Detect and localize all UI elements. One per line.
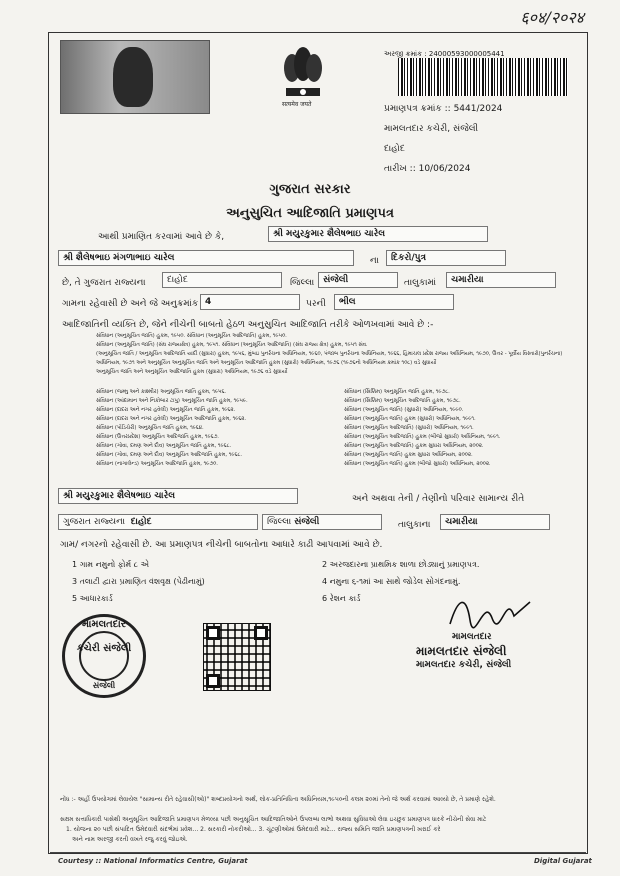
office-district: દાહોદ <box>384 144 405 154</box>
taluka-value: સંજેલી <box>318 272 398 288</box>
list-item: સંવિધાન (ગોવા, દમણ અને દીવ) અનુસૂચિત આદિજાતિ હુકમ, ૧૯૬૮. <box>96 452 243 458</box>
family-taluka-suffix: તાલુકાના <box>398 520 431 530</box>
document-item: 5 આધારકાર્ડ <box>72 594 113 603</box>
brand-text: Digital Gujarat <box>534 857 592 865</box>
family-taluka: જિલ્લા સંજેલી <box>262 514 382 530</box>
list-item: સંવિધાન (અનુસૂચિત જાતિ) હુકમ, ૧૯૫૦. સંવિધાન (અનુસૂચિત આદિજાતિ) હુકમ, ૧૯૫૦. <box>96 333 287 339</box>
list-item: સંવિધાન (નાગાલેન્ડ) અનુસૂચિત આદિજાતિ હુકમ, ૧૯૭૦. <box>96 461 218 467</box>
footer-divider <box>50 852 586 853</box>
applicant-photo <box>60 40 210 114</box>
list-item: (અનુસૂચિત જાતિ / અનુસૂચિત આદિજાતિ યાદી (સુધારા) હુકમ, ૧૯૫૬, મુંબઇ પુનર્રચના અધિનિયમ, ૧૯૬૦, પંજાબ પુનર્રચના અધિનિયમ, ૧૯૬૬, હિમાચલ પ્રદેશ રાજ્ય અધિનિયમ, ૧૯૭૦, ઉત્તર - પૂર્વીય વિસ્તારો(પુનર્રચના) <box>96 351 563 357</box>
certificate-title: અનુસુચિત આદિજાતિ પ્રમાણપત્ર <box>226 206 394 221</box>
signatory-name: મામલતદાર સંજેલી <box>416 644 507 658</box>
orders-left-list <box>96 388 248 469</box>
list-item: સંવિધાન (અનુસૂચિત જાતિ) (સંઘ રાજ્યક્ષેત્ર) હુકમ, ૧૯૫૧. સંવિધાન (અનુસૂચિત આદિજાતિ) (સંઘ રાજ્ય ક્ષેત્ર) હુકમ, ૧૯૫૧ સંવ. <box>96 342 368 348</box>
family-state: ગુજરાત રાજ્યના દાહોદ <box>58 514 258 530</box>
signatory-title: મામલતદાર <box>452 632 492 642</box>
courtesy-text: Courtesy :: National Informatics Centre, Gujarat <box>58 857 248 865</box>
tribe-prefix: પરની <box>306 299 326 309</box>
document-item: 2 અરજદારના પ્રાથમિક શાળા છોડ્યાનું પ્રમાણપત્ર. <box>322 560 480 569</box>
village-value: ચમારીયા <box>446 272 556 288</box>
national-emblem-icon <box>278 42 328 100</box>
tribe-value: ભીલ <box>334 294 454 310</box>
list-item: સંવિધાન (સિક્કિમ) અનુસૂચિત આદિજાતિ હુકમ, ૧૯૭૮. <box>344 398 461 404</box>
certificate-date: તારીખ :: 10/06/2024 <box>384 164 471 174</box>
handwritten-number: ६०४/२०२४ <box>520 8 584 27</box>
list-item: સંવિધાન (આંદામાન અને નિકોબાર ટાપુ) અનુસૂચિત જાતિ હુકમ, ૧૯૫૯. <box>96 398 248 404</box>
list-item: સંવિધાન (અનુસૂચિત આદિજાતિ) હુકમ (બીજો સુધારો) અધિનિયમ, ૧૯૯૧. <box>344 434 501 440</box>
qr-code <box>203 623 271 691</box>
seal-middle-text: કચેરી સંજેલી <box>76 643 132 654</box>
signature <box>444 590 534 630</box>
recognition-text: આદિજાતિની વ્યક્તિ છે, જેને નીચેની બાબતો હેઠળ અનુસુચિત આદિજાતિ તરીકે ઓળખવામાં આવે છે :- <box>62 320 434 330</box>
father-name: શ્રી શૈલેષભાઇ મંગળાભાઇ ચારેલ <box>58 250 354 266</box>
list-item: અનુસૂચિત જાતિ અને અનુસૂચિત આદિજાતિ હુકમ (સુધારા) અધિનિયમ, ૧૯૭૬ વડે સુધાર્યો <box>96 369 288 375</box>
list-item: સંવિધાન (અનુસૂચિત જાતિ) હુકમ (સુધારો) અધિનિયમ, ૧૯૯૧. <box>344 416 476 422</box>
orders-right-list <box>344 388 500 469</box>
list-item: સંવિધાન (દાદરા અને નગર હવેલી) અનુસૂચિત જાતિ હુકમ, ૧૯૬૨. <box>96 407 236 413</box>
family-text: અને અથવા તેની / તેણીનો પરિવાર સામાન્ય રીતે <box>352 494 525 504</box>
office-seal <box>62 614 146 698</box>
residence-text: ગામના રહેવાસી છે અને જે અનુક્રમાંક <box>62 299 199 309</box>
document-item: 1 ગામ નમુનો ફોર્મ ૮ એ <box>72 560 150 569</box>
certify-text: આથી પ્રમાણિત કરવામાં આવે છે કે, <box>98 232 225 242</box>
seal-top-text: મામલતદાર <box>82 619 126 630</box>
family-applicant-name: શ્રી મયુરકુમાર શૈલેષભાઇ ચારેલ <box>58 488 298 504</box>
district-suffix: જિલ્લા <box>290 278 315 288</box>
list-item: સંવિધાન (અનુસૂચિત જાતિ) હુકમ (બીજો સુધારો) અધિનિયમ, ૨૦૦૨. <box>344 461 491 467</box>
footnote-line: સક્ષમ સત્તાધિકારી પાસેથી અનુસૂચિત આદિજાતિ પ્રમાણપત્ર મેળવ્યા પછી અનુસૂચિત આદિજાતિઓને ઉપલબ્ધ લાભો અથવા સુવિધાઓ લેવા ઇચ્છુક પ્રમાણપત્ર ધારકે નીચેની સેવા માટે <box>60 816 487 823</box>
list-item: સંવિધાન (જમ્મુ અને કાશ્મીર) અનુસૂચિત જાતિ હુકમ, ૧૯૫૬. <box>96 389 227 395</box>
list-item: સંવિધાન (પોંડિચેરી) અનુસૂચિત જાતિ હુકમ, ૧૯૬૪. <box>96 425 204 431</box>
family-village: ચમારીયા <box>440 514 550 530</box>
list-item: સંવિધાન (અનુસૂચિત જાતિ) (સુધારો) અધિનિયમ, ૧૯૯૦. <box>344 407 464 413</box>
government-title: ગુજરાત સરકાર <box>269 182 351 197</box>
document-item: 4 નમુના ૬-૧માં આ સાથે જોડેલ સોગંદનામું. <box>322 577 461 586</box>
state-text: છે, તે ગુજરાત રાજ્યના <box>62 278 146 288</box>
list-item: સંવિધાન (ગોવા, દમણ અને દીવ) અનુસૂચિત જાતિ હુકમ, ૧૯૬૮. <box>96 443 232 449</box>
applicant-name: શ્રી મયુરકુમાર શૈલેષભાઇ ચારેલ <box>268 226 488 242</box>
serial-number: 4 <box>200 294 300 310</box>
basis-text: ગામ/ નગરનો રહેવાસી છે. આ પ્રમાણપત્ર નીચેની બાબતોના આધારે કાઢી આપવામાં આવે છે. <box>60 540 383 550</box>
barcode <box>398 58 568 96</box>
list-item: સંવિધાન (દાદરા અને નગર હવેલી) અનુસૂચિત આદિજાતિ હુકમ, ૧૯૬૨. <box>96 416 247 422</box>
footnote-line: 1. યોજના ૨૦ પછી સંપાદિત ઉમેદવારી સંદર્ભમાં પ્રવેશ... 2. સરકારી નોકરીઓ... 3. ચૂંટણીઓમાં ઉમેદવારી માટે... રાજ્ય સમિતિ જાતિ પ્રમાણપત્રની ખરાઈ કરે <box>66 826 441 833</box>
emblem-motto: सत्यमेव जयते <box>282 101 312 108</box>
list-item: સંવિધાન (અનુસૂચિત જાતિ) હુકમ સુધારા અધિનિયમ, ૨૦૦૨. <box>344 452 473 458</box>
seal-bottom-text: સંજેલી <box>92 681 116 690</box>
list-item: સંવિધાન (અનુસૂચિત આદિજાતિ) (સુધારો) અધિનિયમ, ૧૯૯૧. <box>344 425 474 431</box>
list-item: અધિનિયમ, ૧૯૭૧ અને અનુસૂચિત અનુસૂચિત જાતિ અને અનુસૂચિત આદિજાતિ હુકમ (સુધારો) અધિનિયમ, ૧૯૭૬ (૧૯૭૬નો અધિનિયમ ક્રમાંક ૧૦૮) વડે સુધાર્યો <box>96 360 437 366</box>
footnote-note: નોંધ :- અહીં ઉપયોગમાં લેવાયેલ "સામાન્ય રીતે રહેવાસી(ઓ)" શબ્દપ્રયોગનો અર્થ, લોક-પ્રતિનિધિત્વ અધિનિયમ,૧૯૫૦ની કલમ ૨૦માં તેનો જે અર્થ કરવામાં આવ્યો છે, તે પ્રમાણે રહેશે. <box>60 796 496 803</box>
certificate-number: પ્રમાણપત્ર ક્રમાંક :: 5441/2024 <box>384 104 503 114</box>
document-item: 3 તલાટી દ્વારા પ્રમાણિત વંશવૃક્ષ (પેઢીનામું) <box>72 577 205 586</box>
list-item: સંવિધાન (ઉત્તરપ્રદેશ) અનુસૂચિત આદિજાતિ હુકમ, ૧૯૬૭. <box>96 434 219 440</box>
taluka-suffix: તાલુકામાં <box>404 278 437 288</box>
relation-prefix: ના <box>370 256 379 266</box>
relation: દિકરો/પુત્ર <box>386 250 506 266</box>
orders-main-list <box>96 332 562 377</box>
barcode-label: અરજી ક્રમાંક : 24000593000005441 <box>384 50 505 58</box>
list-item: સંવિધાન (સિક્કિમ) અનુસૂચિત જાતિ હુકમ, ૧૯૭૮. <box>344 389 450 395</box>
signatory-office: મામલતદાર કચેરી, સંજેલી <box>416 660 512 670</box>
footnote-line: અને નામ અરજી કરતી વખતે રજુ કરવું જોઇએ. <box>72 836 188 843</box>
office-name: મામલતદાર કચેરી, સંજેલી <box>384 124 479 134</box>
document-item: 6 રેશન કાર્ડ <box>322 594 361 603</box>
district-value: દાહોદ <box>162 272 282 288</box>
list-item: સંવિધાન (અનુસૂચિત આદિજાતિ) હુકમ સુધારા અધિનિયમ, ૨૦૦૨. <box>344 443 484 449</box>
